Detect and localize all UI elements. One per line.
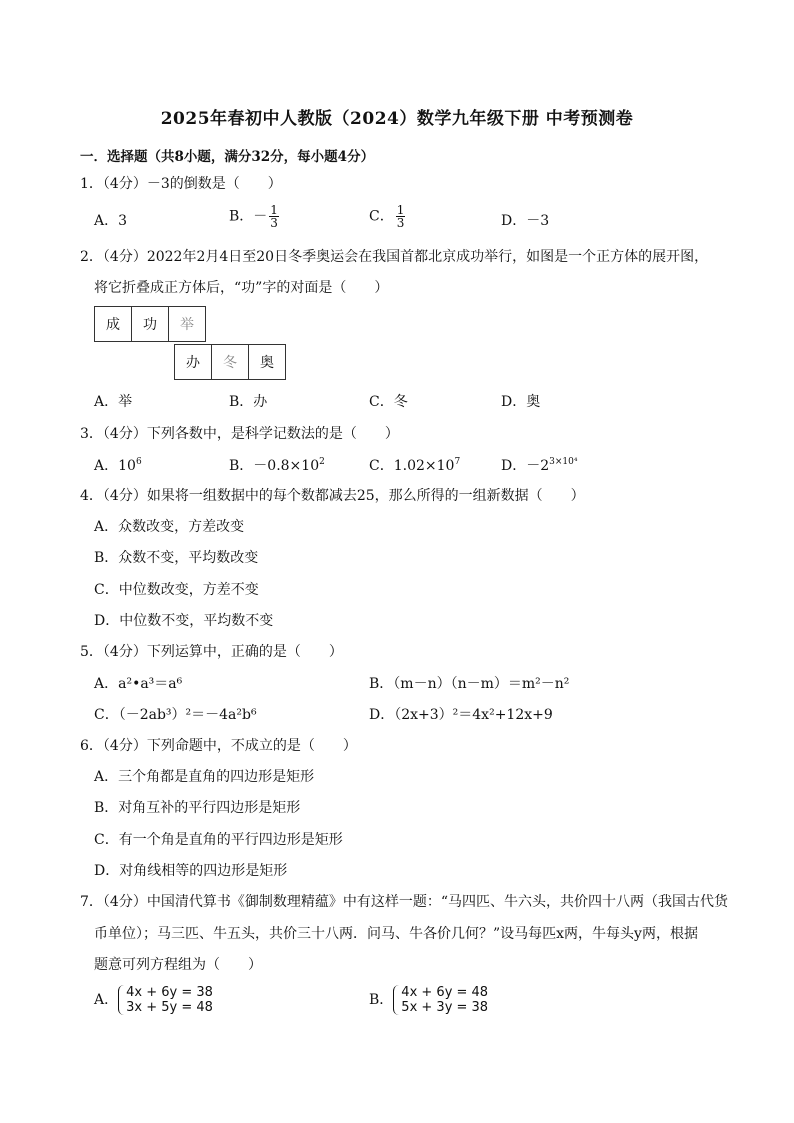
question-5-option-d: D．（2x+3）²＝4x²+12x+9	[369, 707, 553, 723]
equation-system: 4x + 6y = 38 3x + 5y = 48	[118, 985, 213, 1015]
question-3-option-d: D．$-2^{3\times 10^4}$	[501, 457, 578, 474]
fraction: $\frac{1}{3}$	[396, 203, 405, 230]
question-2-option-a: A．举	[94, 394, 133, 410]
net-cell: 举	[168, 306, 206, 342]
section-heading: 一．选择题（共8小题，满分32分，每小题4分）	[80, 149, 375, 165]
question-7-option-a: A． 4x + 6y = 38 3x + 5y = 48	[94, 985, 213, 1015]
question-6-option-b: B．对角互补的平行四边形是矩形	[94, 800, 301, 816]
question-5-stem: 5．（4分）下列运算中，正确的是（ ）	[80, 644, 343, 660]
question-3-option-c: C．$1.02\times 10^7$	[369, 457, 461, 474]
question-4-option-b: B．众数不变，平均数改变	[94, 550, 259, 566]
page-title: 2025年春初中人教版（2024）数学九年级下册 中考预测卷	[160, 109, 634, 129]
question-6-stem: 6．（4分）下列命题中，不成立的是（ ）	[80, 738, 357, 754]
question-4-option-a: A．众数改变，方差改变	[94, 519, 245, 535]
question-2-option-b: B．办	[229, 394, 268, 410]
question-6-option-a: A．三个角都是直角的四边形是矩形	[94, 769, 315, 785]
question-1-option-d: D．－3	[501, 213, 550, 229]
question-4-option-d: D．中位数不变，平均数不变	[94, 613, 274, 629]
question-7-stem-line-3: 题意可列方程组为（ ）	[94, 957, 262, 973]
question-3-stem: 3．（4分）下列各数中，是科学记数法的是（ ）	[80, 426, 399, 442]
question-3-option-a: A．$10^6$	[94, 457, 142, 474]
fraction: $\frac{1}{3}$	[270, 203, 278, 230]
question-5-option-a: A．a²•a³＝a⁶	[94, 676, 183, 692]
net-cell: 奥	[248, 344, 286, 380]
question-2-option-d: D．奥	[501, 394, 541, 410]
question-2-option-c: C．冬	[369, 394, 408, 410]
net-cell: 冬	[211, 344, 249, 380]
question-5-option-b: B．（m－n）（n－m）＝m²－n²	[369, 676, 570, 692]
net-cell: 功	[131, 306, 169, 342]
brace-icon	[118, 985, 125, 1015]
brace-icon	[393, 985, 400, 1015]
question-5-option-c: C．（－2ab³）²＝－4a²b⁶	[94, 707, 257, 723]
question-6-option-c: C．有一个角是直角的平行四边形是矩形	[94, 832, 343, 848]
question-1-option-a: A．3	[94, 213, 128, 229]
equation-system: 4x + 6y = 48 5x + 3y = 38	[393, 985, 488, 1015]
question-4-stem: 4．（4分）如果将一组数据中的每个数都减去25，那么所得的一组新数据（ ）	[80, 488, 585, 504]
net-cell: 办	[174, 344, 212, 380]
question-7-stem-line-2: 币单位）；马三匹、牛五头，共价三十八两．问马、牛各价几何？”设马每匹x两，牛每头y两，根据	[94, 926, 698, 942]
question-3-option-b: B．$-0.8\times 10^2$	[229, 457, 325, 474]
net-cell: 成	[94, 306, 132, 342]
question-6-option-d: D．对角线相等的四边形是矩形	[94, 863, 288, 879]
question-7-option-b: B． 4x + 6y = 48 5x + 3y = 38	[369, 985, 489, 1015]
question-1-stem: 1．（4分）－3的倒数是（ ）	[80, 176, 282, 192]
cube-net-figure	[94, 306, 290, 382]
question-1-option-b: B．－ $\frac{1}{3}$	[229, 203, 278, 230]
question-1-option-c: C． $\frac{1}{3}$	[369, 203, 405, 230]
question-7-stem-line-1: 7．（4分）中国清代算书《御制数理精蕴》中有这样一题：“马四匹、牛六头，共价四十八两（我国古代货	[80, 894, 728, 910]
question-4-option-c: C．中位数改变，方差不变	[94, 582, 259, 598]
question-2-stem-line-1: 2．（4分）2022年2月4日至20日冬季奥运会在我国首都北京成功举行，如图是一个正方体的展开图，	[80, 249, 709, 265]
question-2-stem-line-2: 将它折叠成正方体后，“功”字的对面是（ ）	[94, 280, 389, 296]
